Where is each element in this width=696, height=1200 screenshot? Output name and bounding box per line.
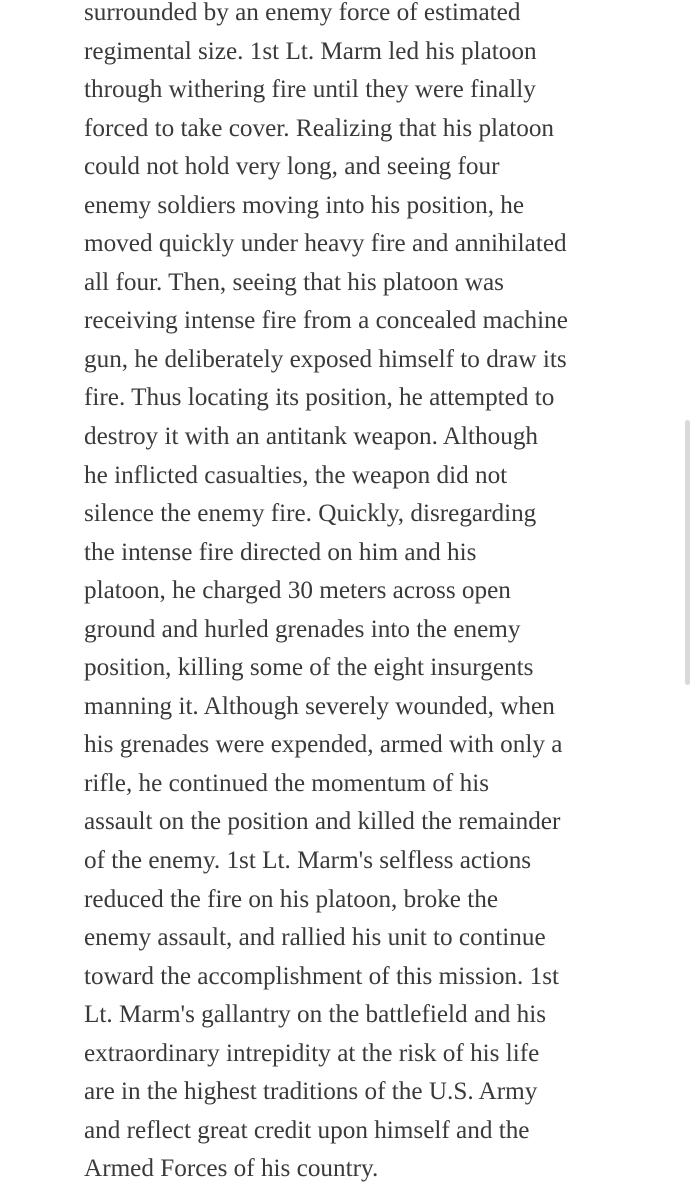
- text-line: fire. Thus locating its position, he attempted to: [84, 384, 555, 412]
- text-line: platoon, he charged 30 meters across open: [84, 577, 511, 605]
- text-line: could not hold very long, and seeing four: [84, 153, 500, 181]
- text-line: Lt. Marm's gallantry on the battlefield and his: [84, 1001, 546, 1029]
- text-line: manning it. Although severely wounded, when: [84, 692, 555, 720]
- text-line: he inflicted casualties, the weapon did not: [84, 461, 508, 489]
- text-line: enemy soldiers moving into his position, he: [84, 191, 525, 219]
- text-line: rifle, he continued the momentum of his: [84, 769, 490, 797]
- text-line: assault on the position and killed the remainder: [84, 808, 561, 836]
- text-line: forced to take cover. Realizing that his platoon: [84, 114, 555, 142]
- text-line: all four. Then, seeing that his platoon was: [84, 268, 504, 296]
- text-line: moved quickly under heavy fire and annihilated: [84, 230, 567, 258]
- text-line: of the enemy. 1st Lt. Marm's selfless actions: [84, 847, 532, 875]
- text-line: gun, he deliberately exposed himself to draw its: [84, 345, 567, 373]
- text-line: regimental size. 1st Lt. Marm led his platoon: [84, 37, 537, 65]
- text-line: reduced the fire on his platoon, broke the: [84, 885, 499, 913]
- text-line: position, killing some of the eight insurgents: [84, 654, 534, 682]
- text-line: through withering fire until they were finally: [84, 76, 536, 104]
- text-line: and reflect great credit upon himself and the: [84, 1116, 530, 1144]
- scrollbar-thumb[interactable]: [685, 420, 690, 685]
- text-line: destroy it with an antitank weapon. Although: [84, 423, 539, 451]
- text-line: his grenades were expended, armed with only a: [84, 731, 563, 759]
- text-line: receiving intense fire from a concealed machine: [84, 307, 568, 335]
- text-line: are in the highest traditions of the U.S. Army: [84, 1078, 538, 1106]
- text-line: enemy assault, and rallied his unit to continue: [84, 924, 546, 952]
- text-line: extraordinary intrepidity at the risk of his life: [84, 1039, 540, 1067]
- text-line: silence the enemy fire. Quickly, disregarding: [84, 500, 537, 528]
- text-line: ground and hurled grenades into the enemy: [84, 615, 521, 643]
- text-line: Armed Forces of his country.: [84, 1155, 379, 1183]
- article-body: [84, 0, 644, 1189]
- text-line: toward the accomplishment of this mission. 1st: [84, 962, 560, 990]
- text-line: surrounded by an enemy force of estimated: [84, 0, 521, 26]
- text-line: the intense fire directed on him and his: [84, 538, 477, 566]
